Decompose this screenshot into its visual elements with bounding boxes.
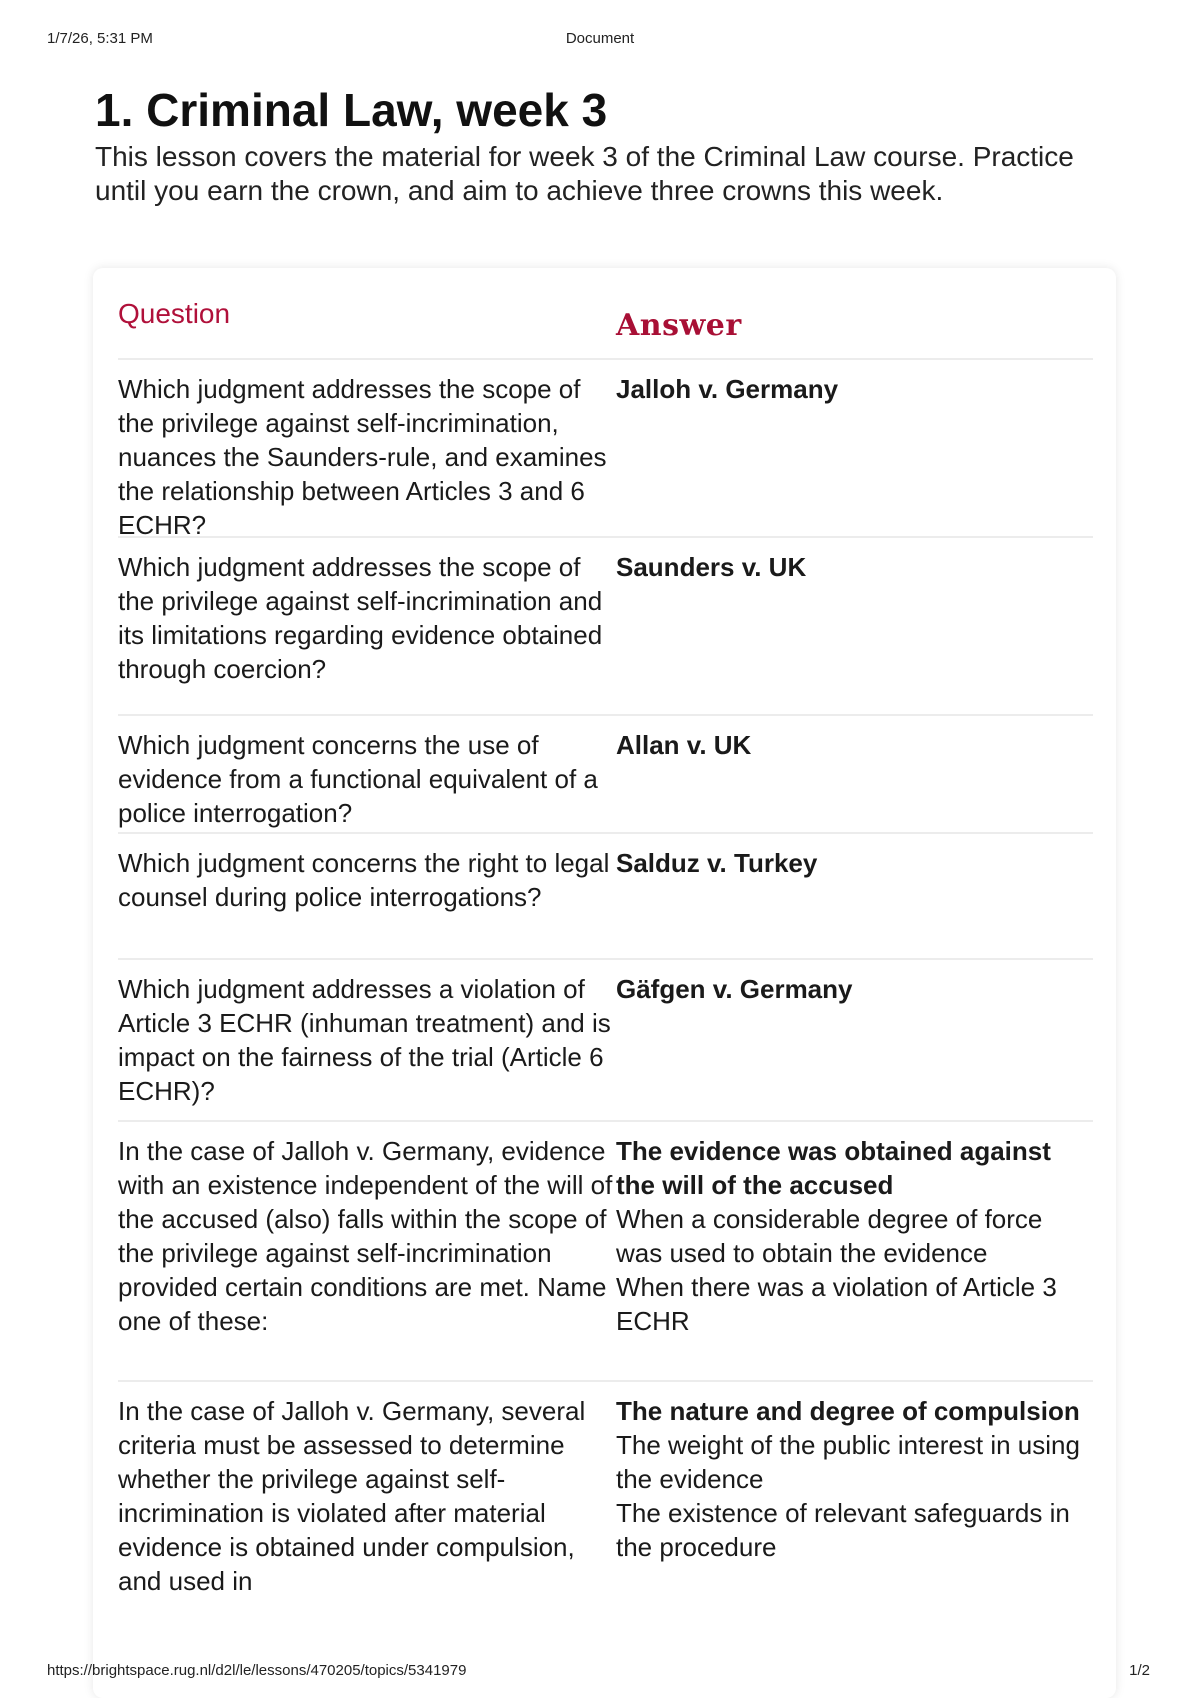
print-page-number: 1/2 [1129,1662,1150,1679]
answer-text: Allan v. UK [616,730,752,760]
answer-text: Saunders v. UK [616,552,807,582]
answer-text: The evidence was obtained against the will of the accused [616,1136,1051,1200]
qa-card [93,268,1116,1698]
answer-text: Jalloh v. Germany [616,374,839,404]
answer-alternative: The existence of relevant safeguards in the procedure [616,1498,1070,1562]
question-cell: Which judgment concerns the right to legal counsel during police interrogations? [118,848,610,912]
answer-cell [616,550,1093,714]
question-cell: In the case of Jalloh v. Germany, evidence with an existence independent of the will of the accused (also) falls within the scope of the privilege against self-incrimination provided certain conditions are met. Name one of these: [118,1136,613,1336]
table-row [118,360,1093,538]
table-row [118,1382,1093,1594]
table-row [118,538,1093,716]
answer-alternative: When a considerable degree of force was used to obtain the evidence [616,1204,1043,1268]
answer-cell [616,846,1093,958]
answer-cell [616,728,1093,832]
print-document-title: Document [565,30,635,47]
answer-text: Salduz v. Turkey [616,848,818,878]
lesson-header [95,82,1125,208]
answer-cell [616,972,1093,1120]
lesson-intro: This lesson covers the material for week 3 of the Criminal Law course. Practice until you earn the crown, and aim to achieve three crowns this week. [95,141,1074,206]
answer-cell [616,1134,1093,1380]
column-header-answer: Answer [616,308,742,343]
table-row [118,960,1093,1122]
print-url: https://brightspace.rug.nl/d2l/le/lessons/470205/topics/5341979 [47,1662,467,1679]
question-cell: In the case of Jalloh v. Germany, several criteria must be assessed to determine whether the privilege against self-incrimination is violated after material evidence is obtained under compulsion, and used in [118,1396,586,1596]
column-header-question: Question [118,298,231,329]
answer-text: Gäfgen v. Germany [616,974,853,1004]
qa-table [118,288,1093,1594]
table-header [118,288,1093,360]
answer-cell [616,372,1093,536]
answer-alternative: The weight of the public interest in using the evidence [616,1430,1080,1494]
print-date: 1/7/26, 5:31 PM [47,30,153,47]
question-cell: Which judgment addresses a violation of Article 3 ECHR (inhuman treatment) and is impact on the fairness of the trial (Article 6 ECHR)? [118,974,611,1106]
answer-text: The nature and degree of compulsion [616,1396,1080,1426]
question-cell: Which judgment addresses the scope of the privilege against self-incrimination, nuances the Saunders-rule, and examines the relationship between Articles 3 and 6 ECHR? [118,374,607,540]
answer-alternative: When there was a violation of Article 3 ECHR [616,1272,1057,1336]
table-row [118,716,1093,834]
table-row [118,1122,1093,1382]
question-cell: Which judgment concerns the use of evidence from a functional equivalent of a police interrogation? [118,730,598,828]
question-cell: Which judgment addresses the scope of the privilege against self-incrimination and its limitations regarding evidence obtained through coercion? [118,552,603,684]
lesson-title: 1. Criminal Law, week 3 [95,84,608,136]
table-row [118,834,1093,960]
answer-cell [616,1394,1093,1594]
